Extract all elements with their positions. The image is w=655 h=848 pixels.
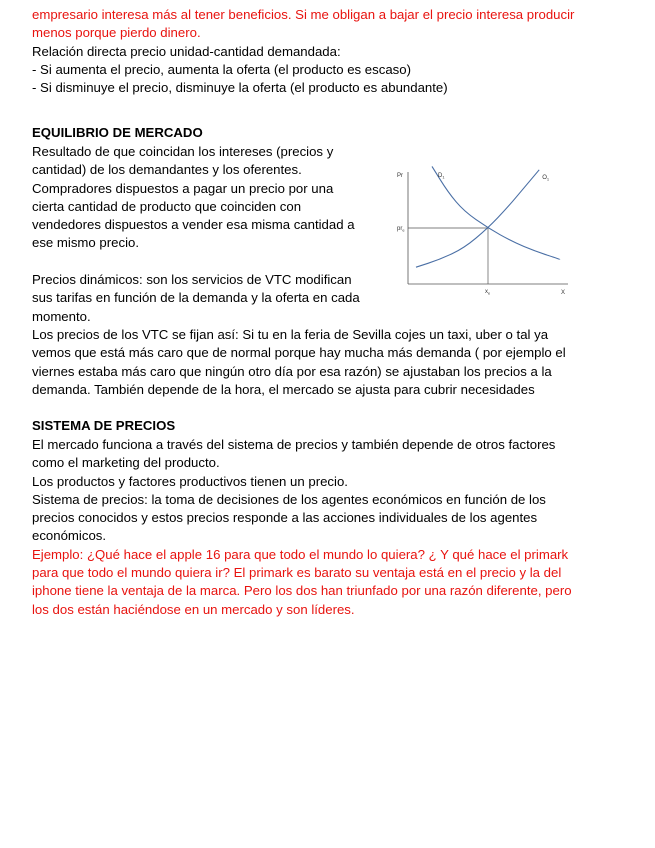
text-line: demanda. También depende de la hora, el mercado se ajusta para cubrir necesidades [32, 381, 535, 397]
intro-line: menos porque pierdo dinero. [32, 25, 201, 41]
x-axis-label: X [561, 290, 566, 296]
text-line: ese mismo precio. [32, 235, 140, 251]
text-line: Sistema de precios: la toma de decisiones de los agentes económicos en función de los [32, 491, 546, 507]
text-line: Los productos y factores productivos tienen un precio. [32, 473, 348, 489]
supply-curve-label: $O_1$ [542, 175, 550, 182]
blank-line [32, 253, 392, 271]
text-line: vendedores dispuestos a vender esa misma cantidad a [32, 217, 355, 233]
section-heading-equilibrio: EQUILIBRIO DE MERCADO [32, 125, 203, 140]
vtc-paragraph [32, 326, 632, 399]
text-line: precios conocidos y estos precios responde a las acciones individuales de los agentes [32, 510, 538, 526]
intro-line: - Si aumenta el precio, aumenta la oferta (el producto es escaso) [32, 61, 411, 77]
text-line: sus tarifas en función de la demanda y la oferta en cada [32, 290, 360, 306]
demand-curve-label: $D_1$ [438, 173, 445, 180]
text-line: Resultado de que coincidan los intereses (precios y [32, 144, 334, 159]
text-line: Precios dinámicos: son los servicios de VTC modifican [32, 272, 352, 288]
equilibrium-price-label: $pr_e$ [397, 226, 405, 233]
text-line: para que todo el mundo quiera ir? El primark es barato su ventaja está en el precio y la del [32, 565, 562, 581]
text-line: económicos. [32, 528, 107, 544]
supply-curve [416, 170, 539, 267]
intro-line: empresario interesa más al tener beneficios. Si me obligan a bajar el precio interesa producir [32, 7, 575, 22]
intro-line: Relación directa precio unidad-cantidad demandada: [32, 43, 341, 59]
equilibrium-quantity-label: $x_e$ [485, 289, 491, 296]
text-line: como el marketing del producto. [32, 455, 220, 471]
text-line: vemos que está más caro que de normal porque hay mucha más demanda ( por ejemplo el [32, 345, 566, 361]
text-line: Ejemplo: ¿Qué hace el apple 16 para que todo el mundo lo quiera? ¿ Y qué hace el primark [32, 546, 569, 562]
text-line: cantidad) de los demandantes y los oferentes. [32, 162, 302, 178]
intro-line: - Si disminuye el precio, disminuye la oferta (el producto es abundante) [32, 80, 448, 96]
equilibrio-paragraph [32, 143, 392, 326]
demand-curve [432, 166, 560, 259]
text-line: momento. [32, 308, 91, 324]
supply-demand-chart [388, 166, 578, 302]
text-line: Los precios de los VTC se fijan así: Si tu en la feria de Sevilla cojes un taxi, uber o tal ya [32, 327, 549, 342]
text-line: los dos están haciéndose en un mercado y son líderes. [32, 601, 355, 617]
intro-paragraph [32, 6, 632, 97]
text-line: El mercado funciona a través del sistema de precios y también depende de otros factores [32, 437, 556, 452]
text-line: cierta cantidad de producto que coinciden con [32, 198, 302, 214]
text-line: viernes estaba más caro que ningún otro día por esa razón) se ajustaban los precios a la [32, 363, 552, 379]
text-line: iphone tiene la ventaja de la marca. Pero los dos han triunfado por una razón diferente, pero [32, 583, 572, 599]
sistema-paragraph [32, 436, 632, 619]
y-axis-label: Pr [397, 173, 403, 179]
text-line: Compradores dispuestos a pagar un precio por una [32, 180, 334, 196]
section-heading-sistema: SISTEMA DE PRECIOS [32, 418, 176, 433]
